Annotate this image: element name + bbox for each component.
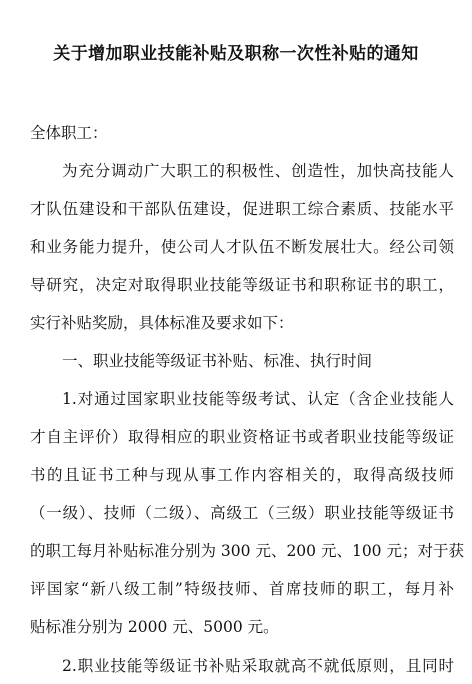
intro-line-3: 和业务能力提升，使公司人才队伍不断发展壮大。经公司领 bbox=[30, 238, 454, 256]
intro-line-4: 导研究，决定对取得职业技能等级证书和职称证书的职工， bbox=[30, 276, 454, 294]
intro-line-5: 实行补贴奖励，具体标准及要求如下： bbox=[30, 314, 294, 332]
item1-line-2: 才自主评价）取得相应的职业资格证书或者职业技能等级证 bbox=[30, 428, 454, 446]
item1-line-3: 书的且证书工种与现从事工作内容相关的，取得高级技师 bbox=[30, 466, 454, 484]
item1-line-5: 的职工每月补贴标准分别为 300 元、200 元、100 元；对于获 bbox=[30, 542, 464, 560]
section-heading: 一、职业技能等级证书补贴、标准、执行时间 bbox=[62, 352, 373, 370]
intro-line-1: 为充分调动广大职工的积极性、创造性，加快高技能人 bbox=[62, 162, 454, 180]
salutation: 全体职工： bbox=[30, 124, 108, 142]
intro-line-2: 才队伍建设和干部队伍建设，促进职工综合素质、技能水平 bbox=[30, 200, 454, 218]
item2-line-1: 2.职业技能等级证书补贴采取就高不就低原则，且同时 bbox=[62, 657, 454, 675]
item1-line-6: 评国家“新八级工制”特级技师、首席技师的职工，每月补 bbox=[30, 580, 454, 598]
item1-line-1: 1.对通过国家职业技能等级考试、认定（含企业技能人 bbox=[62, 390, 454, 408]
item1-line-4: （一级）、技师（二级）、高级工（三级）职业技能等级证书 bbox=[30, 504, 454, 522]
item1-line-7: 贴标准分别为 2000 元、5000 元。 bbox=[30, 618, 279, 636]
document-title: 关于增加职业技能补贴及职称一次性补贴的通知 bbox=[53, 44, 419, 64]
